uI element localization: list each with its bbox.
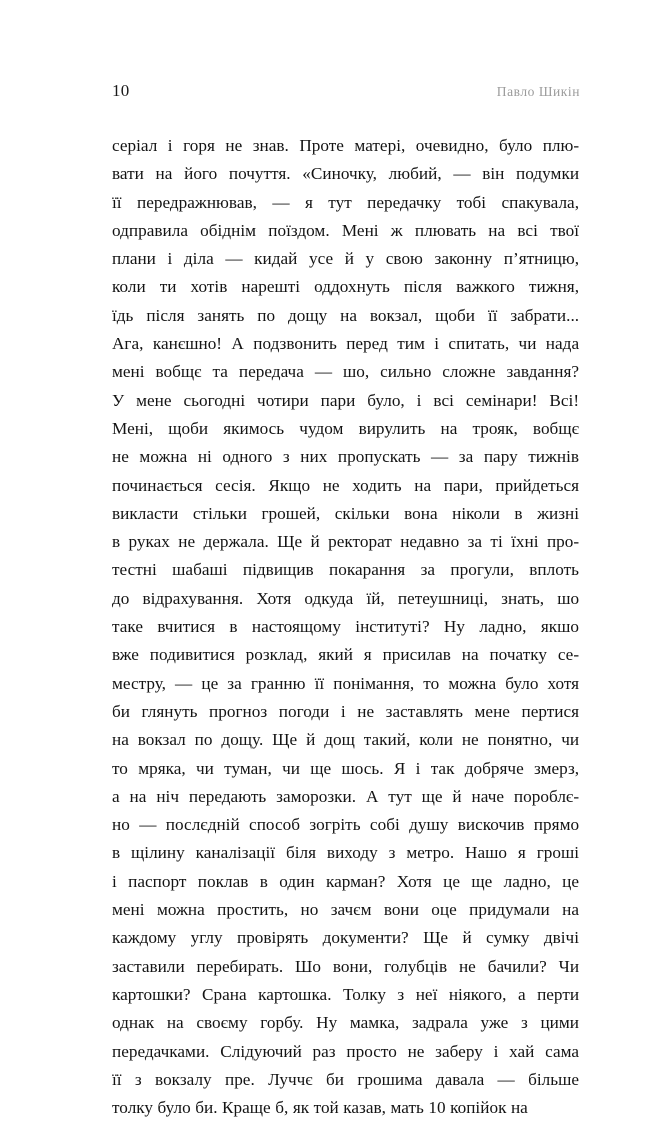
body-line: вже подивитися розклад, який я присилав на початку се-: [112, 645, 580, 665]
body-line: одправила обіднім поїздом. Мені ж плювать на всі твої: [112, 220, 580, 240]
body-line: викласти стільки грошей, скільки вона ніколи в жизні: [112, 503, 580, 523]
body-line: в руках не держала. Ще й ректорат недавно за ті їхні про-: [112, 532, 580, 552]
running-title-author: Павло Шикін: [496, 84, 580, 99]
body-line: на вокзал по дощу. Ще й дощ такий, коли не понятно, чи: [112, 730, 580, 750]
body-line: їдь після занять по дощу на вокзал, щоби її забрати...: [112, 305, 580, 325]
body-line: і паспорт поклав в один карман? Хотя це ще ладно, це: [112, 871, 580, 891]
body-line: плани і діла — кидай усе й у свою законну п’ятницю,: [112, 249, 580, 269]
body-line: таке вчитися в настоящому інституті? Ну ладно, якшо: [112, 617, 580, 637]
body-line: не можна ні одного з них пропускать — за пару тижнів: [112, 447, 580, 467]
body-line: би глянуть прогноз погоди і не заставлять мене пертися: [112, 701, 580, 721]
body-line: мені вобщє та передача — шо, сильно сложне завдання?: [112, 362, 580, 382]
body-line: серіал і горя не знав. Проте матері, очевидно, було плю-: [112, 136, 580, 155]
body-line: мені можна простить, но зачєм вони оце придумали на: [112, 900, 580, 920]
body-line: Ага, канєшно! А подзвонить перед тим і спитать, чи нада: [112, 334, 580, 354]
body-line: но — послєдній способ зогріть собі душу вискочив прямо: [112, 815, 580, 835]
body-line: вати на його почуття. «Синочку, любий, — він подумки: [112, 164, 580, 184]
body-line: картошки? Срана картошка. Толку з неї ніякого, а перти: [112, 984, 580, 1004]
running-head: [112, 82, 580, 108]
body-line: заставили перебирать. Шо вони, голубців не бачили? Чи: [112, 956, 580, 976]
body-line: передачками. Слідуючий раз просто не заберу і хай сама: [112, 1041, 580, 1061]
body-line: однак на своєму горбу. Ну мамка, задрала уже з цими: [112, 1013, 580, 1033]
body-line: до відрахування. Хотя одкуда їй, петеушниці, знать, шо: [112, 588, 580, 608]
body-line: местру, — це за гранню її понімання, то можна було хотя: [112, 673, 580, 693]
body-line: її з вокзалу пре. Луччє би грошима давала — більше: [112, 1069, 579, 1089]
body-line: Мені, щоби якимось чудом вирулить на трояк, вобщє: [112, 418, 579, 438]
body-line: коли ти хотів нарешті оддохнуть після важкого тижня,: [112, 277, 580, 297]
body-line: в щілину каналізації біля виходу з метро. Нашо я гроші: [112, 843, 580, 863]
body-line: толку було би. Краще б, як той казав, мать 10 копійок на: [112, 1098, 528, 1118]
body-line: тестні шабаші підвищив покарання за прогули, вплоть: [112, 560, 580, 580]
body-line: її передражнював, — я тут передачку тобі спакувала,: [112, 192, 580, 212]
body-line: каждому углу провірять документи? Ще й сумку двічі: [112, 928, 579, 948]
body-line: У мене сьогодні чотири пари було, і всі семінари! Всі!: [112, 390, 580, 410]
body-line: починається сесія. Якщо не ходить на пари, прийдеться: [112, 475, 580, 495]
page-number: 10: [112, 81, 130, 100]
body-line: а на ніч передають заморозки. А тут ще й наче пороблє-: [112, 786, 580, 806]
body-line: то мряка, чи туман, чи ще шось. Я і так добряче змерз,: [112, 758, 580, 778]
body-text-block: [112, 132, 578, 1122]
